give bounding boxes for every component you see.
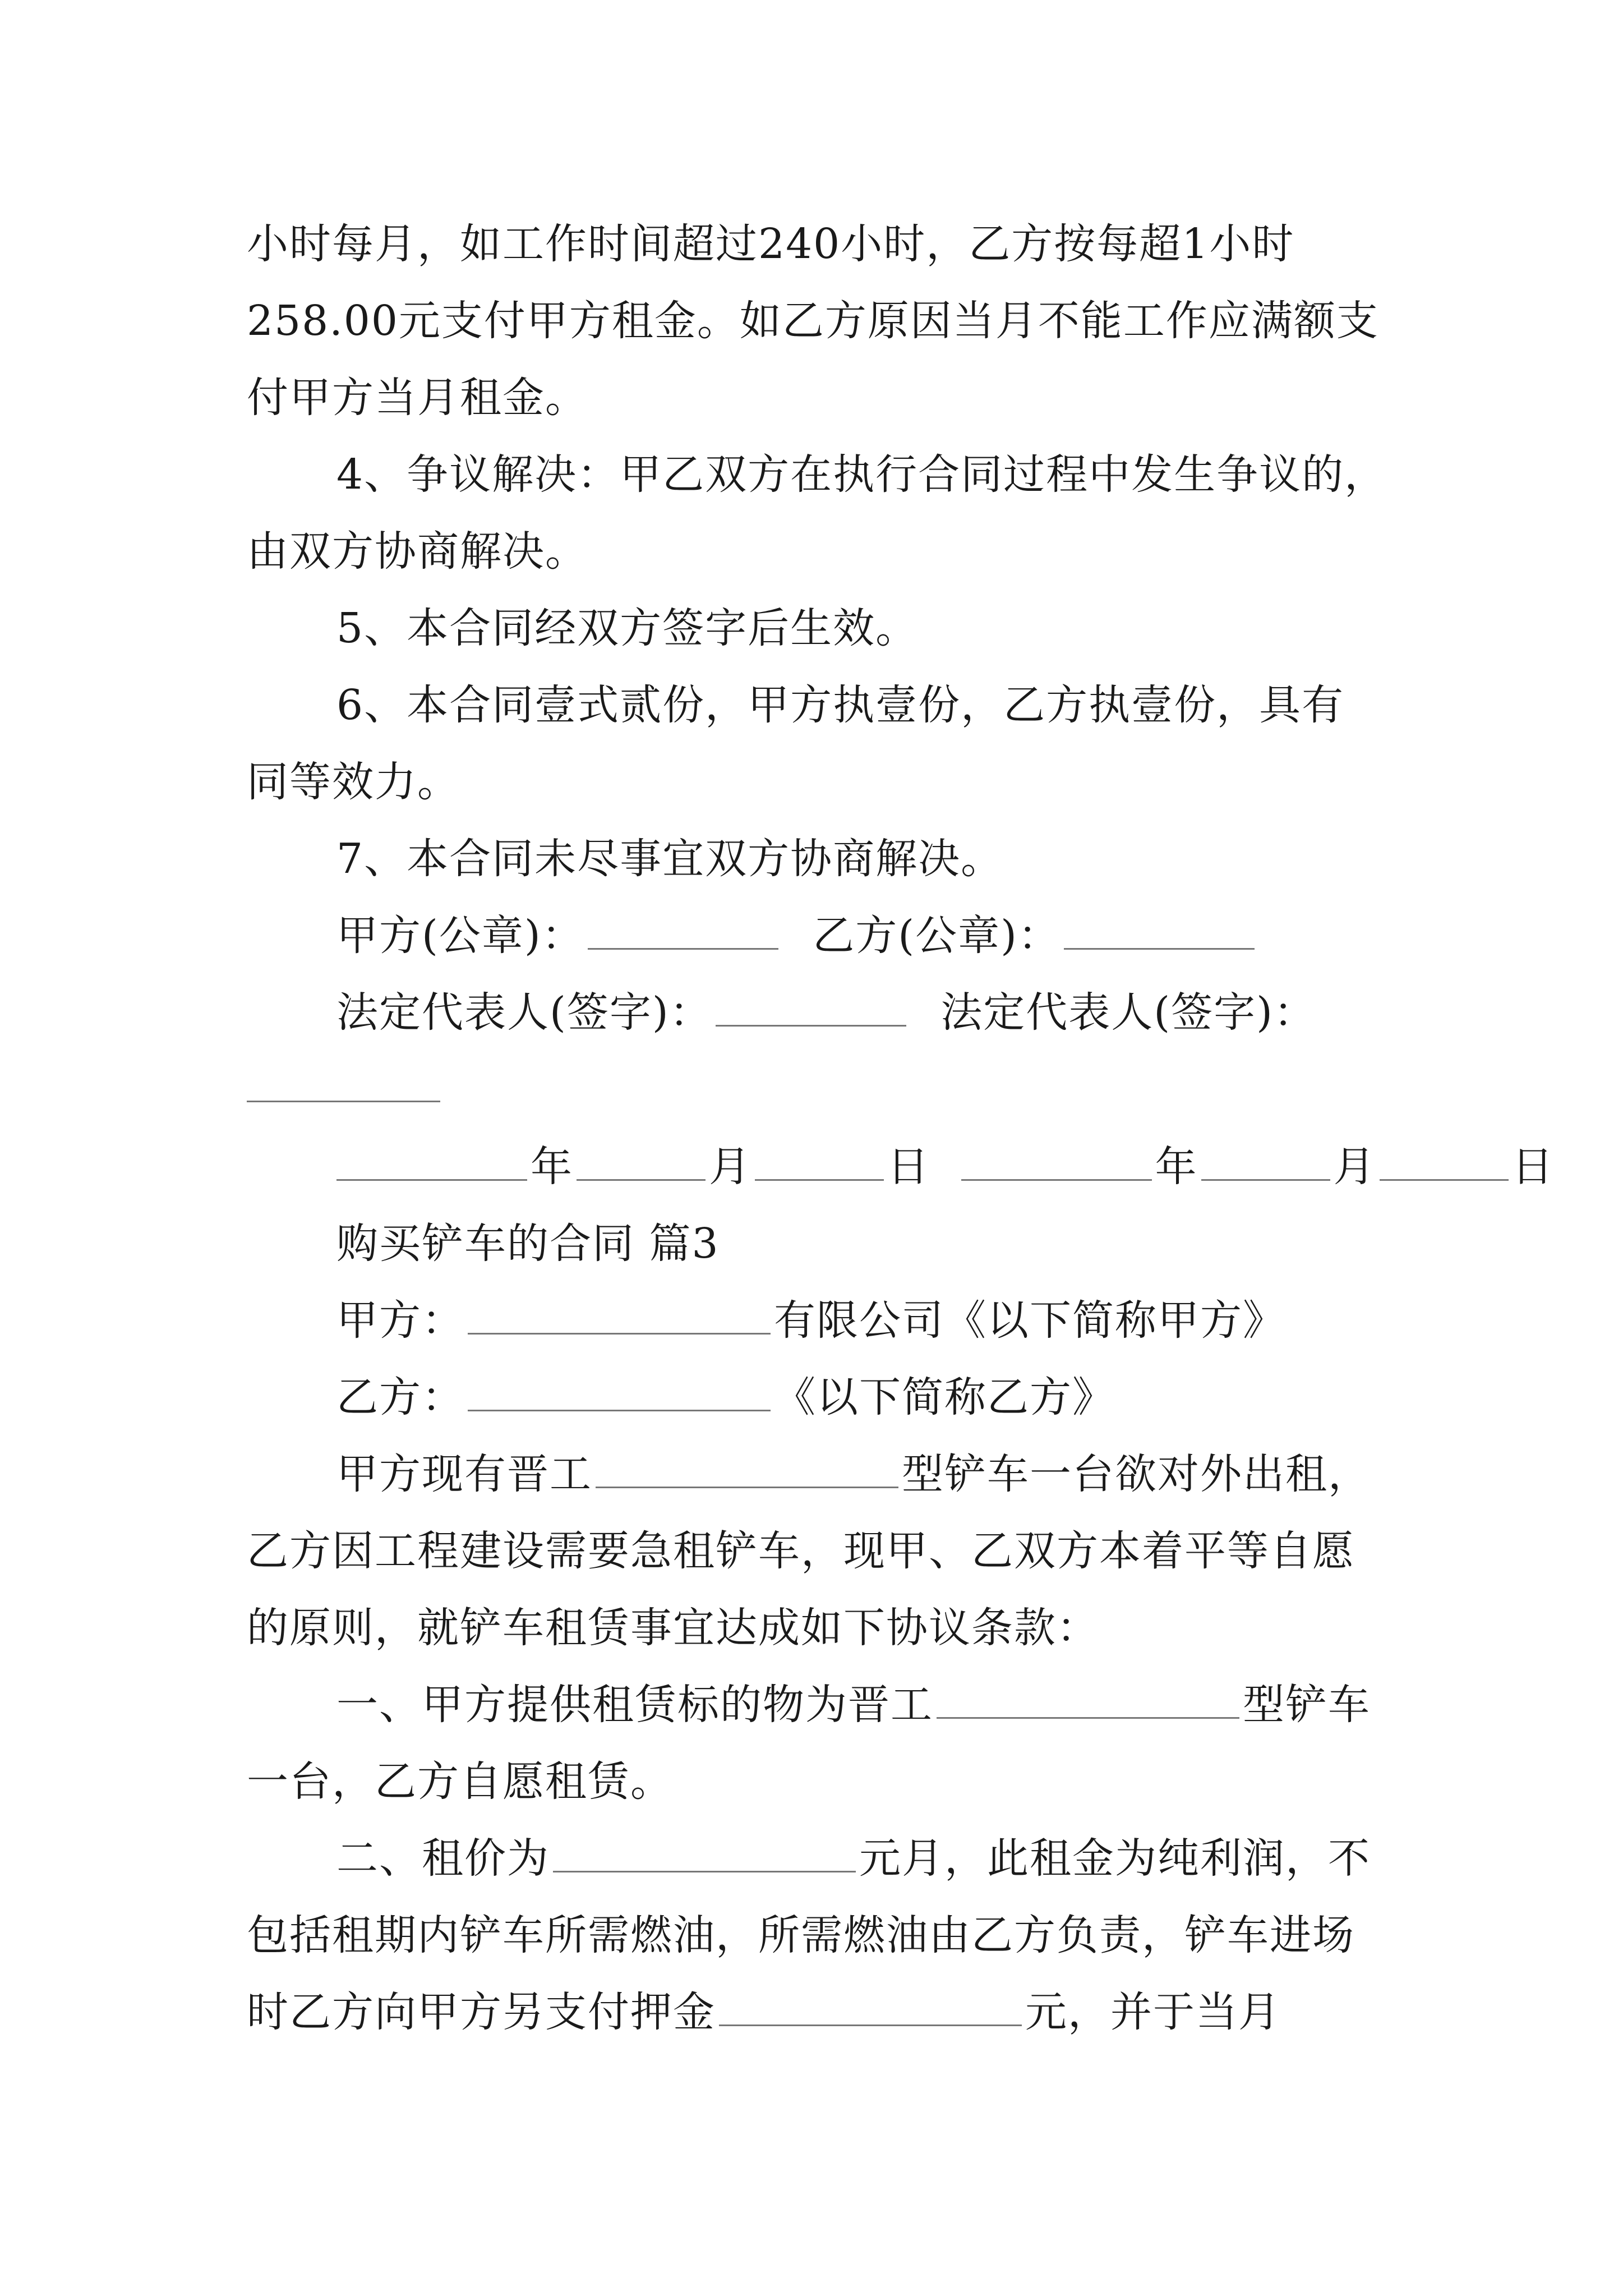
clause-5: 5、本合同经双方签字后生效。 (336, 604, 919, 652)
paragraph-line: 同等效力。 (247, 758, 460, 806)
clause-text: 二、租价为 (336, 1834, 550, 1883)
day-label: 日 (1511, 1143, 1555, 1191)
party-b-suffix: 《以下简称乙方》 (774, 1373, 1115, 1421)
representative-line (336, 984, 1316, 1041)
year-label: 年 (1155, 1143, 1198, 1191)
section-heading: 购买铲车的合同 篇3 (336, 1220, 720, 1268)
intro-line (336, 1446, 1371, 1502)
paragraph-line: 乙方因工程建设需要急租铲车，现甲、乙双方本着平等自愿 (247, 1527, 1355, 1575)
deposit-blank[interactable] (719, 1990, 1022, 2026)
party-a-suffix: 有限公司《以下简称甲方》 (774, 1296, 1285, 1345)
paragraph-line: 由双方协商解决。 (247, 527, 588, 576)
party-b-seal-blank[interactable] (1064, 913, 1255, 950)
party-a-seal-label: 甲方(公章)： (336, 912, 584, 960)
date-b-month-blank[interactable] (1201, 1144, 1330, 1181)
date-a-day-blank[interactable] (755, 1144, 884, 1181)
month-label: 月 (1333, 1143, 1376, 1191)
day-label: 日 (887, 1143, 930, 1191)
intro-text: 甲方现有晋工 (336, 1450, 592, 1498)
model-blank[interactable] (937, 1682, 1239, 1719)
rent-blank[interactable] (553, 1836, 856, 1872)
party-b-line (336, 1369, 1115, 1425)
clause-6: 6、本合同壹式贰份，甲方执壹份，乙方执壹份，具有 (336, 681, 1345, 729)
party-b-label: 乙方： (336, 1373, 464, 1421)
clause-text: 元月，此租金为纯利润，不 (859, 1834, 1371, 1883)
party-b-name-blank[interactable] (468, 1375, 771, 1411)
paragraph-line: 一台，乙方自愿租赁。 (247, 1757, 673, 1806)
paragraph-line (247, 1984, 1281, 2040)
clause-4: 4、争议解决：甲乙双方在执行合同过程中发生争议的， (336, 450, 1387, 499)
intro-text: 型铲车一台欲对外出租， (902, 1450, 1371, 1498)
paragraph-line: 小时每月，如工作时间超过240小时，乙方按每超1小时 (247, 220, 1295, 268)
model-blank[interactable] (596, 1452, 898, 1488)
clause-7: 7、本合同未尽事宜双方协商解决。 (336, 835, 1004, 883)
month-label: 月 (709, 1143, 751, 1191)
party-a-line (336, 1292, 1285, 1349)
clause-text: 元，并于当月 (1025, 1988, 1281, 2036)
party-a-label: 甲方： (336, 1296, 464, 1345)
paragraph-line: 付甲方当月租金。 (247, 374, 588, 422)
party-b-rep-label: 法定代表人(签字)： (940, 988, 1317, 1037)
party-a-seal-blank[interactable] (588, 913, 778, 950)
paragraph-line: 包括租期内铲车所需燃油，所需燃油由乙方负责，铲车进场 (247, 1911, 1355, 1959)
clause-text: 一、甲方提供租赁标的物为晋工 (336, 1681, 933, 1729)
party-a-name-blank[interactable] (468, 1298, 771, 1335)
date-b-day-blank[interactable] (1380, 1144, 1509, 1181)
seal-line (336, 908, 1258, 964)
clause-2 (336, 1830, 1371, 1887)
paragraph-line: 258.00元支付甲方租金。如乙方原因当月不能工作应满额支 (247, 297, 1379, 345)
date-line (336, 1139, 1555, 1195)
year-label: 年 (531, 1143, 573, 1191)
party-b-seal-label: 乙方(公章)： (813, 912, 1061, 960)
paragraph-line: 的原则，就铲车租赁事宜达成如下协议条款： (247, 1604, 1099, 1652)
clause-text: 时乙方向甲方另支付押金 (247, 1988, 716, 2036)
clause-text: 型铲车 (1243, 1681, 1371, 1729)
date-a-month-blank[interactable] (577, 1144, 706, 1181)
party-a-rep-blank[interactable] (716, 990, 906, 1027)
party-a-rep-label: 法定代表人(签字)： (336, 988, 712, 1037)
clause-1 (336, 1677, 1371, 1733)
date-a-year-blank[interactable] (336, 1144, 527, 1181)
date-b-year-blank[interactable] (961, 1144, 1152, 1181)
party-b-rep-blank[interactable] (247, 1101, 440, 1102)
